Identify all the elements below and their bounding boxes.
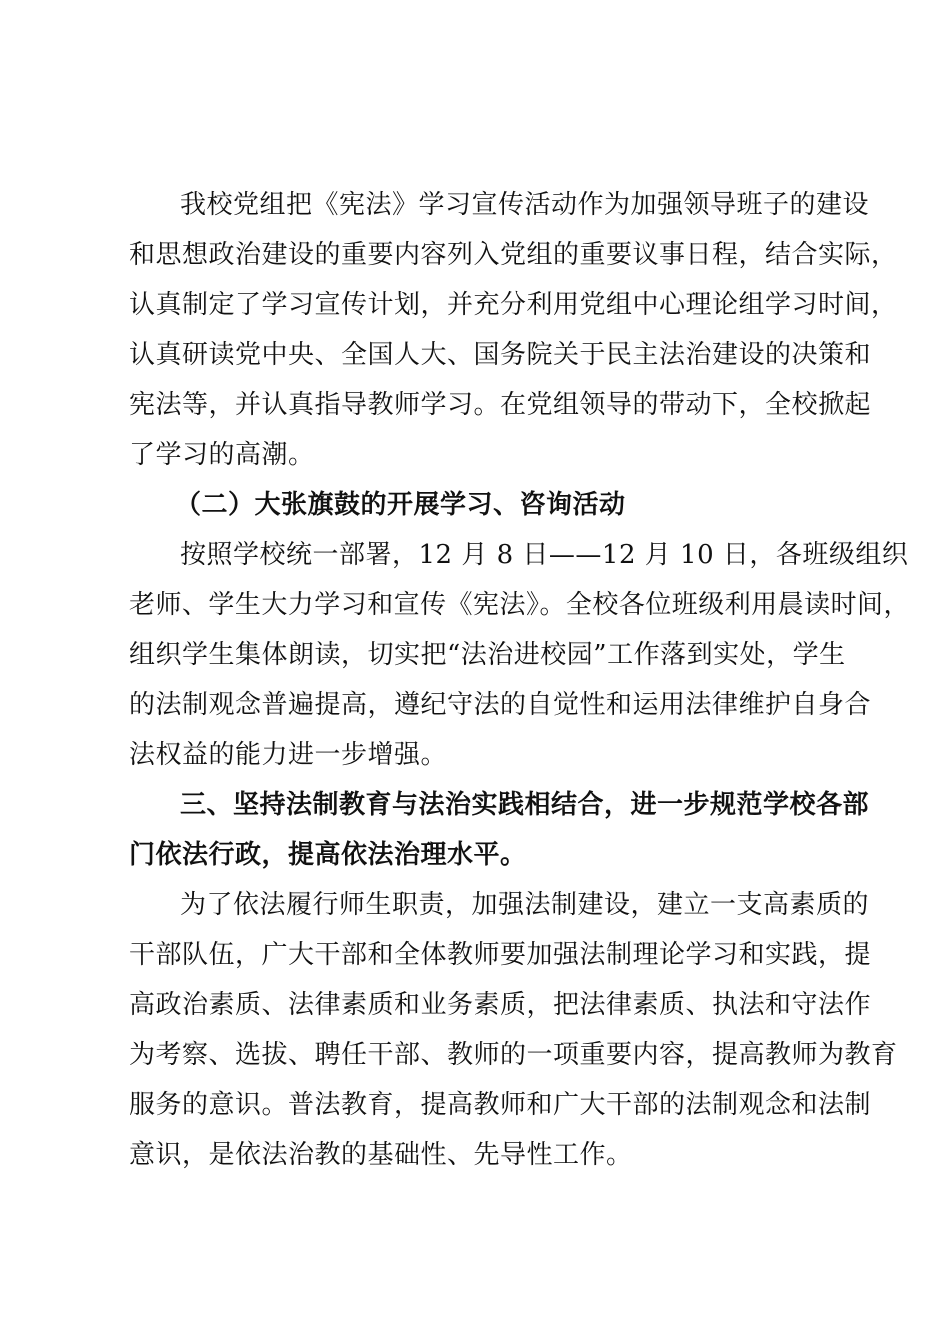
paragraph-3-line-1: 为了依法履行师生职责，加强法制建设，建立一支高素质的 bbox=[180, 890, 870, 920]
paragraph-1-line-3: 认真制定了学习宣传计划，并充分利用党组中心理论组学习时间， bbox=[129, 290, 898, 320]
paragraph-3-line-5: 服务的意识。普法教育，提高教师和广大干部的法制观念和法制 bbox=[129, 1090, 872, 1120]
paragraph-1-line-5: 宪法等，并认真指导教师学习。在党组领导的带动下，全校掀起 bbox=[129, 390, 872, 420]
paragraph-1-line-4: 认真研读党中央、全国人大、国务院关于民主法治建设的决策和 bbox=[129, 340, 872, 370]
paragraph-3-line-2: 干部队伍，广大干部和全体教师要加强法制理论学习和实践，提 bbox=[129, 940, 872, 970]
paragraph-3-line-4: 为考察、选拔、聘任干部、教师的一项重要内容，提高教师为教育 bbox=[129, 1040, 898, 1070]
paragraph-2-line-4: 的法制观念普遍提高，遵纪守法的自觉性和运用法律维护自身合 bbox=[129, 690, 872, 720]
paragraph-3-line-3: 高政治素质、法律素质和业务素质，把法律素质、执法和守法作 bbox=[129, 990, 872, 1020]
section-heading-3-line-1: 三、坚持法制教育与法治实践相结合，进一步规范学校各部 bbox=[180, 790, 870, 820]
section-heading-2: （二）大张旗鼓的开展学习、咨询活动 bbox=[175, 490, 626, 520]
paragraph-3-line-6: 意识，是依法治教的基础性、先导性工作。 bbox=[129, 1140, 633, 1170]
paragraph-1-line-6: 了学习的高潮。 bbox=[129, 440, 315, 470]
section-heading-3-line-2: 门依法行政，提高依法治理水平。 bbox=[129, 840, 527, 870]
paragraph-1-line-1: 我校党组把《宪法》学习宣传活动作为加强领导班子的建设 bbox=[180, 190, 870, 220]
paragraph-1-line-2: 和思想政治建设的重要内容列入党组的重要议事日程，结合实际， bbox=[129, 240, 898, 270]
paragraph-2-line-2: 老师、学生大力学习和宣传《宪法》。全校各位班级利用晨读时间， bbox=[129, 590, 910, 620]
paragraph-2-line-1: 按照学校统一部署，12 月 8 日——12 月 10 日，各班级组织 bbox=[180, 540, 909, 570]
paragraph-2-line-3: 组织学生集体朗读，切实把“法治进校园”工作落到实处，学生 bbox=[129, 640, 846, 670]
paragraph-2-line-5: 法权益的能力进一步增强。 bbox=[129, 740, 448, 770]
